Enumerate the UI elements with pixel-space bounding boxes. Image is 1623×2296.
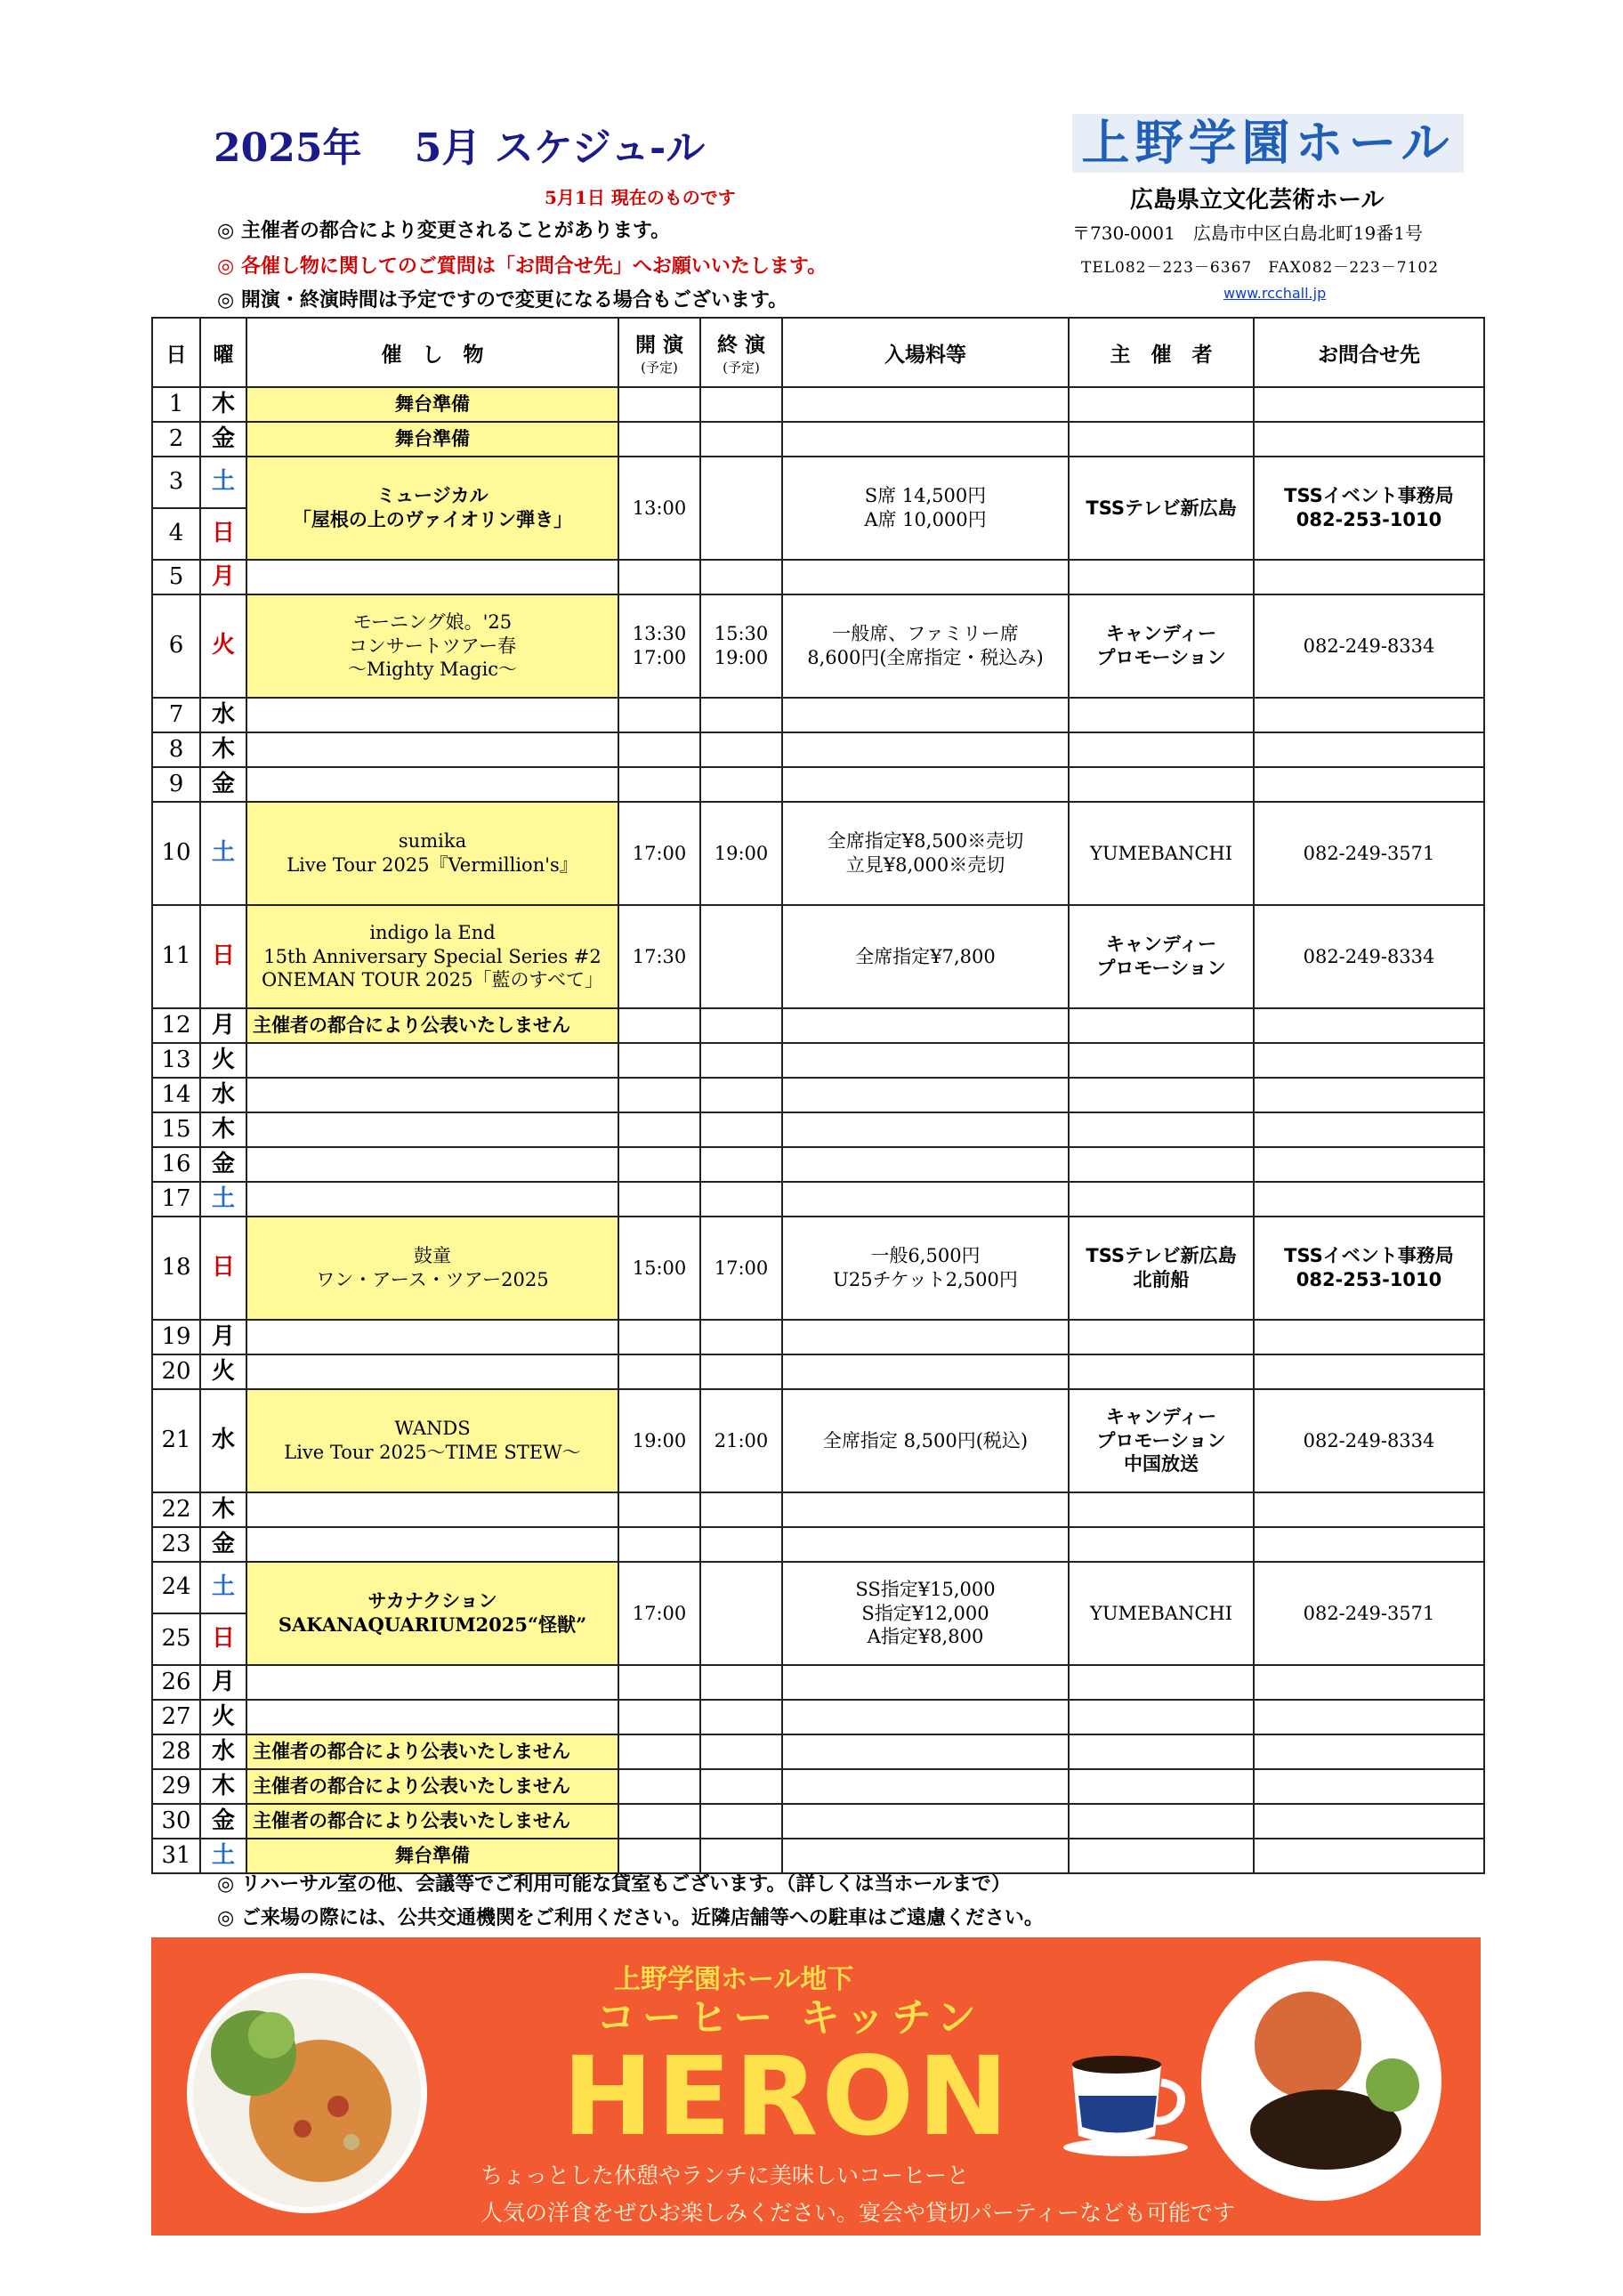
header-day: 日 (152, 318, 200, 387)
note-time: ◎ 開演・終演時間は予定ですので変更になる場合もございます。 (217, 289, 788, 311)
organizer-line: キャンディー (1105, 1405, 1217, 1427)
header-close-label: 終 演 (716, 333, 765, 357)
contact-cell: 082-249-8334 (1254, 594, 1484, 698)
banner-text-1: ちょっとした休憩やランチに美味しいコーヒーと (480, 2163, 970, 2188)
banner-subtitle: 上野学園ホール地下 (614, 1964, 854, 1995)
organizer-line: TSSテレビ新広島 (1086, 1245, 1237, 1267)
day-cell: 3 (152, 457, 200, 508)
open-time: 17:00 (632, 647, 687, 668)
price-line: 全席指定¥8,500※売切 (827, 830, 1024, 853)
weekday-cell: 木 (200, 1492, 246, 1527)
table-row (152, 1182, 1484, 1217)
day-cell: 8 (152, 732, 200, 767)
weekday-cell: 土 (200, 1839, 246, 1873)
header-close-sub: (予定) (723, 360, 760, 376)
close-time-cell (700, 594, 782, 698)
price-cell (782, 457, 1069, 560)
day-cell: 5 (152, 560, 200, 594)
organizer-cell (1069, 1217, 1254, 1320)
day-cell: 9 (152, 767, 200, 802)
open-time-cell: 13:00 (618, 457, 700, 560)
day-cell: 26 (152, 1665, 200, 1700)
event-cell: 舞台準備 (246, 387, 618, 422)
price-cell (782, 1562, 1069, 1665)
close-time: 15:30 (714, 623, 769, 645)
header-open-sub: (予定) (641, 360, 678, 376)
event-title-line: ミュージカル (376, 484, 489, 507)
table-row (152, 457, 1484, 508)
weekday-cell: 金 (200, 1804, 246, 1839)
footer-note-rooms: ◎ リハーサル室の他、会議等でご利用可能な貸室もございます。（詳しくは当ホールまで） (217, 1873, 1011, 1896)
table-row (152, 1769, 1484, 1804)
table-row (152, 560, 1484, 594)
event-title-line: コンサートツアー春 (348, 635, 517, 657)
day-cell: 13 (152, 1043, 200, 1078)
weekday-cell: 日 (200, 1613, 246, 1665)
day-cell: 7 (152, 698, 200, 732)
day-cell: 19 (152, 1320, 200, 1354)
table-row (152, 802, 1484, 905)
table-row (152, 698, 1484, 732)
table-row (152, 1700, 1484, 1734)
event-title-line: 15th Anniversary Special Series #2 (263, 945, 602, 967)
weekday-cell: 水 (200, 1734, 246, 1769)
price-line: 一般席、ファミリー席 (832, 623, 1019, 645)
price-line: 8,600円(全席指定・税込み) (807, 647, 1044, 668)
event-cell: 舞台準備 (246, 422, 618, 457)
contact-line: TSSイベント事務局 (1284, 485, 1454, 507)
table-row (152, 1562, 1484, 1613)
table-header-row (152, 318, 1484, 387)
event-cell (246, 905, 618, 1008)
day-cell: 25 (152, 1613, 200, 1665)
pasta-plate-image (187, 1973, 427, 2213)
event-title-line: ワン・アース・ツアー2025 (316, 1269, 549, 1290)
day-cell: 6 (152, 594, 200, 698)
venue-name: 広島県立文化芸術ホール (1130, 187, 1385, 214)
header-open-label: 開 演 (634, 333, 683, 357)
weekday-cell: 日 (200, 1217, 246, 1320)
weekday-cell: 土 (200, 1182, 246, 1217)
table-row (152, 1043, 1484, 1078)
event-title-line: sumika (398, 830, 467, 853)
header-price: 入場料等 (782, 318, 1069, 387)
day-cell: 24 (152, 1562, 200, 1613)
close-time-cell: 21:00 (700, 1389, 782, 1492)
price-line: 立見¥8,000※売切 (845, 854, 1005, 876)
price-line: S指定¥12,000 (861, 1602, 989, 1624)
table-row (152, 1320, 1484, 1354)
weekday-cell: 土 (200, 802, 246, 905)
table-row (152, 1354, 1484, 1389)
venue-address: 〒730-0001 広島市中区白島北町19番1号 (1072, 222, 1424, 244)
price-cell (782, 802, 1069, 905)
open-time-cell (618, 594, 700, 698)
event-cell: 主催者の都合により公表いたしません (246, 1008, 618, 1043)
weekday-cell: 火 (200, 1700, 246, 1734)
event-cell: 主催者の都合により公表いたしません (246, 1804, 618, 1839)
price-line: A指定¥8,800 (867, 1626, 984, 1648)
venue-logo: 上野学園ホール (1072, 114, 1464, 173)
header-organizer: 主 催 者 (1069, 318, 1254, 387)
table-row (152, 1734, 1484, 1769)
as-of-date: 5月1日 現在のものです (545, 187, 736, 208)
organizer-cell (1069, 1389, 1254, 1492)
table-row (152, 1078, 1484, 1112)
weekday-cell: 金 (200, 1147, 246, 1182)
event-cell (246, 802, 618, 905)
weekday-cell: 月 (200, 1665, 246, 1700)
header-weekday: 曜 (200, 318, 246, 387)
table-row (152, 732, 1484, 767)
banner-kitchen: コーヒー キッチン (596, 1995, 983, 2041)
day-cell: 28 (152, 1734, 200, 1769)
organizer-cell (1069, 905, 1254, 1008)
event-title-line: Live Tour 2025～TIME STEW～ (284, 1442, 581, 1463)
weekday-cell: 水 (200, 698, 246, 732)
weekday-cell: 金 (200, 1527, 246, 1562)
organizer-line: プロモーション (1096, 647, 1226, 668)
organizer-cell: YUMEBANCHI (1069, 802, 1254, 905)
weekday-cell: 日 (200, 905, 246, 1008)
table-row (152, 422, 1484, 457)
price-cell (782, 1217, 1069, 1320)
weekday-cell: 日 (200, 508, 246, 560)
table-row (152, 1492, 1484, 1527)
table-row (152, 1217, 1484, 1320)
weekday-cell: 月 (200, 1008, 246, 1043)
schedule-table (151, 317, 1485, 1874)
close-time: 19:00 (714, 647, 769, 668)
weekday-cell: 木 (200, 1112, 246, 1147)
event-title-line: モーニング娘。'25 (352, 610, 513, 633)
venue-tel: TEL082－223－6367 FAX082－223－7102 (1081, 259, 1440, 277)
venue-url-link[interactable]: www.rcchall.jp (1223, 285, 1327, 302)
heron-banner[interactable] (151, 1937, 1481, 2235)
organizer-cell: YUMEBANCHI (1069, 1562, 1254, 1665)
event-title-line: SAKANAQUARIUM2025“怪獣” (278, 1613, 587, 1636)
open-time-cell: 15:00 (618, 1217, 700, 1320)
event-cell (246, 457, 618, 560)
weekday-cell: 土 (200, 1562, 246, 1613)
day-cell: 11 (152, 905, 200, 1008)
pasta-icon (187, 1973, 427, 2213)
table-row (152, 1389, 1484, 1492)
organizer-line: 中国放送 (1124, 1453, 1199, 1475)
organizer-line: 北前船 (1133, 1269, 1190, 1290)
contact-cell: 082-249-8334 (1254, 1389, 1484, 1492)
weekday-cell: 金 (200, 767, 246, 802)
day-cell: 12 (152, 1008, 200, 1043)
page-title: 2025年 5月 スケジュ-ル (214, 125, 706, 171)
note-inquiry: ◎ 各催し物に関してのご質問は「お問合せ先」へお願いいたします。 (217, 255, 828, 278)
weekday-cell: 木 (200, 1769, 246, 1804)
price-line: 一般6,500円 (870, 1245, 981, 1267)
day-cell: 18 (152, 1217, 200, 1320)
open-time-cell: 19:00 (618, 1389, 700, 1492)
open-time-cell: 17:30 (618, 905, 700, 1008)
day-cell: 1 (152, 387, 200, 422)
contact-cell (1254, 1217, 1484, 1320)
table-row (152, 594, 1484, 698)
event-cell: 舞台準備 (246, 1839, 618, 1873)
header-event: 催 し 物 (246, 318, 618, 387)
day-cell: 31 (152, 1839, 200, 1873)
event-title-line: Live Tour 2025『Vermillion's』 (287, 854, 578, 876)
day-cell: 4 (152, 508, 200, 560)
banner-heron-title: HERON (562, 2033, 1013, 2160)
price-cell: 全席指定 8,500円(税込) (782, 1389, 1069, 1492)
contact-line: TSSイベント事務局 (1284, 1245, 1454, 1267)
table-row (152, 1665, 1484, 1700)
day-cell: 17 (152, 1182, 200, 1217)
organizer-line: プロモーション (1096, 958, 1226, 979)
weekday-cell: 金 (200, 422, 246, 457)
open-time-cell: 17:00 (618, 802, 700, 905)
price-cell: 全席指定¥7,800 (782, 905, 1069, 1008)
banner-text-2: 人気の洋食をぜひお楽しみください。宴会や貸切パーティーなども可能です (480, 2200, 1236, 2226)
open-time-cell: 17:00 (618, 1562, 700, 1665)
event-title-line: indigo la End (369, 921, 496, 943)
event-cell: 主催者の都合により公表いたしません (246, 1769, 618, 1804)
weekday-cell: 水 (200, 1078, 246, 1112)
day-cell: 10 (152, 802, 200, 905)
header-contact: お問合せ先 (1254, 318, 1484, 387)
event-title-line: サカナクション (367, 1589, 497, 1613)
day-cell: 23 (152, 1527, 200, 1562)
event-title-line: 「屋根の上のヴァイオリン弾き」 (292, 508, 573, 530)
organizer-line: プロモーション (1096, 1429, 1226, 1451)
close-time-cell: 19:00 (700, 802, 782, 905)
price-line: S席 14,500円 (864, 485, 987, 507)
price-line: A席 10,000円 (864, 509, 987, 530)
contact-cell: 082-249-3571 (1254, 1562, 1484, 1665)
open-time: 13:30 (632, 623, 687, 645)
event-title-line: 鼓童 (414, 1245, 451, 1267)
contact-line: 082-253-1010 (1296, 509, 1442, 530)
contact-line: 082-253-1010 (1296, 1269, 1442, 1290)
coffee-cup-icon (1059, 2042, 1192, 2158)
organizer-line: キャンディー (1105, 934, 1217, 956)
table-row (152, 387, 1484, 422)
note-change: ◎ 主催者の都合により変更されることがあります。 (217, 220, 671, 242)
table-row (152, 767, 1484, 802)
organizer-cell: TSSテレビ新広島 (1069, 457, 1254, 560)
day-cell: 15 (152, 1112, 200, 1147)
price-line: SS指定¥15,000 (855, 1578, 996, 1600)
table-row (152, 1527, 1484, 1562)
header-close (700, 318, 782, 387)
table-row (152, 1008, 1484, 1043)
organizer-cell (1069, 594, 1254, 698)
organizer-line: キャンディー (1105, 623, 1217, 645)
table-row (152, 905, 1484, 1008)
curry-plate-image (1201, 1960, 1441, 2201)
weekday-cell: 月 (200, 560, 246, 594)
price-line: U25チケット2,500円 (833, 1269, 1018, 1290)
table-row (152, 1112, 1484, 1147)
day-cell: 27 (152, 1700, 200, 1734)
curry-icon (1201, 1960, 1441, 2201)
close-time-cell: 17:00 (700, 1217, 782, 1320)
weekday-cell: 木 (200, 387, 246, 422)
price-cell (782, 594, 1069, 698)
contact-cell: 082-249-3571 (1254, 802, 1484, 905)
weekday-cell: 火 (200, 1354, 246, 1389)
weekday-cell: 水 (200, 1389, 246, 1492)
weekday-cell: 火 (200, 1043, 246, 1078)
contact-cell (1254, 457, 1484, 560)
day-cell: 21 (152, 1389, 200, 1492)
weekday-cell: 木 (200, 732, 246, 767)
header-open (618, 318, 700, 387)
weekday-cell: 土 (200, 457, 246, 508)
event-cell (246, 1389, 618, 1492)
day-cell: 2 (152, 422, 200, 457)
event-cell: 主催者の都合により公表いたしません (246, 1734, 618, 1769)
table-row (152, 1804, 1484, 1839)
event-title-line: WANDS (394, 1418, 471, 1440)
event-cell (246, 1562, 618, 1665)
day-cell: 16 (152, 1147, 200, 1182)
weekday-cell: 火 (200, 594, 246, 698)
event-title-line: ～Mighty Magic～ (347, 659, 518, 681)
footer-note-parking: ◎ ご来場の際には、公共交通機関をご利用ください。近隣店舗等への駐車はご遠慮ください。 (217, 1907, 1044, 1929)
contact-cell: 082-249-8334 (1254, 905, 1484, 1008)
day-cell: 29 (152, 1769, 200, 1804)
day-cell: 20 (152, 1354, 200, 1389)
weekday-cell: 月 (200, 1320, 246, 1354)
event-title-line: ONEMAN TOUR 2025「藍のすべて」 (261, 969, 604, 991)
day-cell: 14 (152, 1078, 200, 1112)
table-row (152, 1147, 1484, 1182)
day-cell: 30 (152, 1804, 200, 1839)
event-cell (246, 594, 618, 698)
event-cell (246, 1217, 618, 1320)
day-cell: 22 (152, 1492, 200, 1527)
coffee-cup-image (1059, 2042, 1192, 2158)
